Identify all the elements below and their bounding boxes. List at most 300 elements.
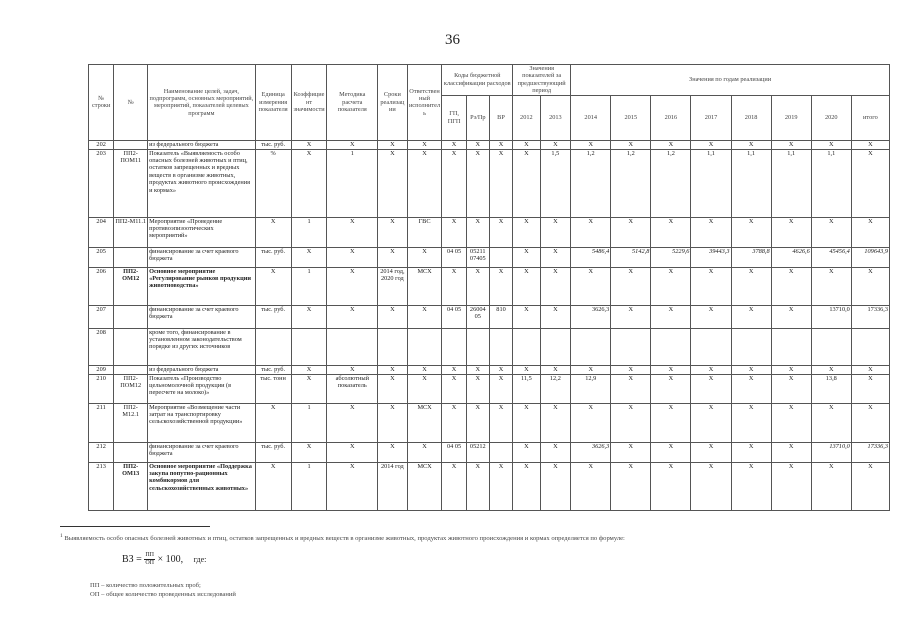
cell-method: X xyxy=(327,305,378,328)
cell-total: 17336,3 xyxy=(851,442,889,462)
header-2018: 2018 xyxy=(731,95,771,140)
cell-2020: 13710,0 xyxy=(811,305,851,328)
cell-2016: X xyxy=(651,305,691,328)
cell-2016: X xyxy=(651,365,691,374)
cell-total: X xyxy=(851,267,889,305)
cell-2012: X xyxy=(513,462,540,510)
cell-name: кроме того, финансирование в установленном законодательством порядке из других источников xyxy=(148,328,256,365)
page-number: 36 xyxy=(445,32,460,48)
cell-row-num: 203 xyxy=(89,149,114,217)
cell-2013: X xyxy=(540,247,571,267)
cell-name: Мероприятие «Возмещение части затрат на транспортировку сельскохозяйственной продукции» xyxy=(148,403,256,442)
cell-row-num: 207 xyxy=(89,305,114,328)
cell-gp xyxy=(442,328,466,365)
cell-code xyxy=(114,140,148,149)
cell-row-num: 213 xyxy=(89,462,114,510)
cell-coef: 1 xyxy=(291,462,327,510)
cell-unit: тыс. руб. xyxy=(255,140,291,149)
cell-row-num: 212 xyxy=(89,442,114,462)
cell-rz: X xyxy=(466,462,489,510)
cell-2019 xyxy=(771,328,811,365)
cell-2018: X xyxy=(731,442,771,462)
cell-2019: X xyxy=(771,462,811,510)
cell-2019: X xyxy=(771,305,811,328)
cell-2016: X xyxy=(651,217,691,247)
cell-2014: 1,2 xyxy=(571,149,611,217)
cell-2015: X xyxy=(611,267,651,305)
footnote xyxy=(60,533,900,542)
cell-2014: 12,9 xyxy=(571,374,611,403)
cell-2015: 1,2 xyxy=(611,149,651,217)
cell-unit: тыс. руб. xyxy=(255,305,291,328)
cell-total: X xyxy=(851,217,889,247)
cell-method: X xyxy=(327,140,378,149)
cell-2019: X xyxy=(771,140,811,149)
header-2012: 2012 xyxy=(513,95,540,140)
cell-coef: 1 xyxy=(291,403,327,442)
cell-code: ПП2-М12.1 xyxy=(114,403,148,442)
cell-2017: X xyxy=(691,365,731,374)
cell-name: Основное мероприятие «Поддержка закупа попутно-рационных комбикормов для сельскохозяйственных животных» xyxy=(148,462,256,510)
cell-2015: X xyxy=(611,217,651,247)
cell-coef: 1 xyxy=(291,217,327,247)
cell-name: финансирование за счет краевого бюджета xyxy=(148,305,256,328)
cell-2018: X xyxy=(731,267,771,305)
cell-method xyxy=(327,328,378,365)
cell-2014 xyxy=(571,328,611,365)
cell-2013 xyxy=(540,328,571,365)
cell-gp: X xyxy=(442,217,466,247)
table-row xyxy=(89,247,890,267)
cell-row-num: 209 xyxy=(89,365,114,374)
cell-name: финансирование за счет краевого бюджета xyxy=(148,442,256,462)
cell-row-num: 210 xyxy=(89,374,114,403)
cell-coef: X xyxy=(291,442,327,462)
cell-rz: 05211 07405 xyxy=(466,247,489,267)
cell-method: 1 xyxy=(327,149,378,217)
cell-coef: 1 xyxy=(291,267,327,305)
cell-2013: X xyxy=(540,140,571,149)
cell-gp: X xyxy=(442,374,466,403)
cell-row-num: 202 xyxy=(89,140,114,149)
cell-2014: 5486,4 xyxy=(571,247,611,267)
cell-vr: X xyxy=(489,140,512,149)
cell-deadline: X xyxy=(378,149,408,217)
cell-vr: X xyxy=(489,217,512,247)
cell-executor: МСХ xyxy=(407,403,442,442)
cell-2013: X xyxy=(540,365,571,374)
cell-unit xyxy=(255,328,291,365)
cell-coef: X xyxy=(291,374,327,403)
cell-2019: X xyxy=(771,442,811,462)
cell-gp: X xyxy=(442,267,466,305)
cell-2019: 4626,6 xyxy=(771,247,811,267)
formula-denominator: ОП xyxy=(145,560,154,566)
cell-executor: X xyxy=(407,374,442,403)
cell-vr: X xyxy=(489,403,512,442)
cell-2020: X xyxy=(811,365,851,374)
cell-gp: X xyxy=(442,140,466,149)
cell-code: ПП2-ПОМ11 xyxy=(114,149,148,217)
cell-executor: ГВС xyxy=(407,217,442,247)
cell-2018: X xyxy=(731,462,771,510)
header-executor: Ответственный исполнитель xyxy=(407,65,442,141)
cell-2020 xyxy=(811,328,851,365)
cell-method: X xyxy=(327,267,378,305)
cell-vr: X xyxy=(489,365,512,374)
cell-name: Показатель «Производство цельномолочной продукции (в пересчете на молоко)» xyxy=(148,374,256,403)
cell-2015: X xyxy=(611,403,651,442)
header-2016: 2016 xyxy=(651,95,691,140)
header-2020: 2020 xyxy=(811,95,851,140)
cell-row-num: 204 xyxy=(89,217,114,247)
cell-2014: X xyxy=(571,140,611,149)
cell-coef: X xyxy=(291,149,327,217)
cell-2016: X xyxy=(651,462,691,510)
cell-2014: X xyxy=(571,217,611,247)
cell-2017: 39443,3 xyxy=(691,247,731,267)
cell-2017: X xyxy=(691,442,731,462)
cell-deadline: X xyxy=(378,247,408,267)
footnote-marker: 1 xyxy=(60,533,63,539)
cell-2017: X xyxy=(691,217,731,247)
cell-2017: X xyxy=(691,403,731,442)
header-2014: 2014 xyxy=(571,95,611,140)
cell-row-num: 205 xyxy=(89,247,114,267)
cell-2015: X xyxy=(611,305,651,328)
cell-executor: МСХ xyxy=(407,462,442,510)
cell-2019: X xyxy=(771,403,811,442)
cell-rz: 05212 xyxy=(466,442,489,462)
cell-gp: 04 05 xyxy=(442,247,466,267)
cell-executor: X xyxy=(407,247,442,267)
cell-2020: 13,8 xyxy=(811,374,851,403)
cell-name: Мероприятие «Проведение противоэпизоотических мероприятий» xyxy=(148,217,256,247)
cell-deadline: X xyxy=(378,442,408,462)
cell-coef: X xyxy=(291,365,327,374)
cell-2017 xyxy=(691,328,731,365)
cell-2012: X xyxy=(513,247,540,267)
cell-unit: X xyxy=(255,403,291,442)
cell-2015: 5142,8 xyxy=(611,247,651,267)
cell-2015: X xyxy=(611,442,651,462)
legend-op: ОП – общее количество проведенных исследований xyxy=(90,591,236,598)
cell-2016 xyxy=(651,328,691,365)
cell-2014: X xyxy=(571,403,611,442)
cell-gp: X xyxy=(442,149,466,217)
cell-2014: X xyxy=(571,462,611,510)
cell-2015: X xyxy=(611,462,651,510)
cell-unit: тыс. тонн xyxy=(255,374,291,403)
cell-2014: 3626,3 xyxy=(571,442,611,462)
cell-2012: X xyxy=(513,403,540,442)
cell-2017: X xyxy=(691,267,731,305)
cell-2015: X xyxy=(611,140,651,149)
cell-2015: X xyxy=(611,365,651,374)
cell-vr: X xyxy=(489,374,512,403)
legend-pp: ПП – количество положительных проб; xyxy=(90,582,201,589)
cell-deadline: X xyxy=(378,403,408,442)
table-row xyxy=(89,403,890,442)
cell-rz: X xyxy=(466,149,489,217)
cell-unit: тыс. руб. xyxy=(255,365,291,374)
cell-2015: X xyxy=(611,374,651,403)
cell-executor: X xyxy=(407,442,442,462)
cell-code: ПП2-ПОМ12 xyxy=(114,374,148,403)
cell-2018 xyxy=(731,328,771,365)
cell-2016: X xyxy=(651,267,691,305)
header-2013: 2013 xyxy=(540,95,571,140)
cell-2016: X xyxy=(651,140,691,149)
cell-method: X xyxy=(327,462,378,510)
cell-deadline: 2014 год xyxy=(378,462,408,510)
cell-unit: % xyxy=(255,149,291,217)
cell-unit: X xyxy=(255,217,291,247)
header-vr: ВР xyxy=(489,95,512,140)
cell-2017: X xyxy=(691,462,731,510)
table-row xyxy=(89,149,890,217)
cell-2014: 3626,3 xyxy=(571,305,611,328)
cell-deadline: X xyxy=(378,305,408,328)
cell-2016: X xyxy=(651,442,691,462)
cell-2018: X xyxy=(731,374,771,403)
cell-2020: 1,1 xyxy=(811,149,851,217)
cell-rz xyxy=(466,328,489,365)
cell-2016: 1,2 xyxy=(651,149,691,217)
cell-2017: X xyxy=(691,140,731,149)
cell-2012: X xyxy=(513,140,540,149)
table-row xyxy=(89,267,890,305)
cell-2017: X xyxy=(691,374,731,403)
cell-2016: 5229,6 xyxy=(651,247,691,267)
cell-2020: X xyxy=(811,140,851,149)
header-gp: ГП, ПГП xyxy=(442,95,466,140)
cell-2018: X xyxy=(731,217,771,247)
cell-2019: X xyxy=(771,267,811,305)
cell-executor: X xyxy=(407,305,442,328)
cell-row-num: 208 xyxy=(89,328,114,365)
formula-numerator: ПП xyxy=(145,552,154,558)
cell-deadline: 2014 год, 2020 год xyxy=(378,267,408,305)
cell-executor: МСХ xyxy=(407,267,442,305)
cell-name: из федерального бюджета xyxy=(148,140,256,149)
formula-rhs: × 100, xyxy=(157,553,184,565)
cell-vr xyxy=(489,247,512,267)
cell-2019: X xyxy=(771,217,811,247)
cell-2020: X xyxy=(811,403,851,442)
cell-2016: X xyxy=(651,403,691,442)
table-row xyxy=(89,140,890,149)
cell-method: X xyxy=(327,365,378,374)
cell-2014: X xyxy=(571,267,611,305)
cell-2020: X xyxy=(811,217,851,247)
header-row-num: № строки xyxy=(89,65,114,141)
cell-row-num: 211 xyxy=(89,403,114,442)
cell-2020: 13710,0 xyxy=(811,442,851,462)
cell-2019: X xyxy=(771,365,811,374)
cell-2012: 11,5 xyxy=(513,374,540,403)
header-2015: 2015 xyxy=(611,95,651,140)
cell-2013: X xyxy=(540,442,571,462)
cell-vr: X xyxy=(489,462,512,510)
cell-vr: X xyxy=(489,149,512,217)
cell-total: X xyxy=(851,374,889,403)
cell-rz: 26004 05 xyxy=(466,305,489,328)
header-rz: Рз/Пр xyxy=(466,95,489,140)
cell-method: X xyxy=(327,247,378,267)
cell-rz: X xyxy=(466,217,489,247)
cell-coef: X xyxy=(291,305,327,328)
cell-code xyxy=(114,328,148,365)
cell-code: ПП2-ОМ13 xyxy=(114,462,148,510)
header-years-group: Значения по годам реализации xyxy=(571,65,890,96)
header-2017: 2017 xyxy=(691,95,731,140)
cell-vr: X xyxy=(489,267,512,305)
cell-2017: 1,1 xyxy=(691,149,731,217)
cell-2020: 45456,4 xyxy=(811,247,851,267)
cell-code: ПП2-М11.1 xyxy=(114,217,148,247)
cell-code xyxy=(114,247,148,267)
cell-total: X xyxy=(851,462,889,510)
header-deadline: Сроки реализации xyxy=(378,65,408,141)
cell-total: X xyxy=(851,365,889,374)
formula xyxy=(122,552,206,567)
program-table xyxy=(88,64,890,511)
cell-executor: X xyxy=(407,365,442,374)
cell-2012: X xyxy=(513,365,540,374)
formula-where: где: xyxy=(193,554,207,564)
header-num: № xyxy=(114,65,148,141)
cell-2012: X xyxy=(513,442,540,462)
cell-coef: X xyxy=(291,247,327,267)
cell-2020: X xyxy=(811,267,851,305)
cell-2012: X xyxy=(513,149,540,217)
footnote-rule xyxy=(60,526,210,527)
cell-gp: 04 05 xyxy=(442,305,466,328)
cell-2018: X xyxy=(731,365,771,374)
header-total: итого xyxy=(851,95,889,140)
cell-rz: X xyxy=(466,140,489,149)
cell-total xyxy=(851,328,889,365)
cell-name: из федерального бюджета xyxy=(148,365,256,374)
header-2019: 2019 xyxy=(771,95,811,140)
cell-unit: X xyxy=(255,267,291,305)
cell-gp: X xyxy=(442,462,466,510)
cell-deadline: X xyxy=(378,140,408,149)
cell-2018: 1,1 xyxy=(731,149,771,217)
cell-2016: X xyxy=(651,374,691,403)
cell-method: X xyxy=(327,442,378,462)
cell-2018: X xyxy=(731,305,771,328)
cell-vr: 810 xyxy=(489,305,512,328)
cell-total: 109643,9 xyxy=(851,247,889,267)
cell-2019: 1,1 xyxy=(771,149,811,217)
header-unit: Единица измерения показателя xyxy=(255,65,291,141)
cell-method: X xyxy=(327,403,378,442)
cell-total: X xyxy=(851,403,889,442)
cell-unit: тыс. руб. xyxy=(255,247,291,267)
cell-2013: X xyxy=(540,217,571,247)
cell-name: Показатель «Выявляемость особо опасных болезней животных и птиц, остатков запрещенных и вредных веществ в организме животных, продуктах животного происхождения и кормах» xyxy=(148,149,256,217)
cell-method: X xyxy=(327,217,378,247)
cell-code xyxy=(114,365,148,374)
cell-2012: X xyxy=(513,267,540,305)
table-row xyxy=(89,462,890,510)
cell-rz: X xyxy=(466,374,489,403)
cell-deadline xyxy=(378,328,408,365)
cell-total: X xyxy=(851,140,889,149)
table-row xyxy=(89,305,890,328)
cell-coef xyxy=(291,328,327,365)
cell-total: 17336,3 xyxy=(851,305,889,328)
cell-gp: X xyxy=(442,403,466,442)
cell-code: ПП2-ОМ12 xyxy=(114,267,148,305)
cell-code xyxy=(114,442,148,462)
header-name: Наименование целей, задач, подпрограмм, основных мероприятий, мероприятий, показателей целевых программ xyxy=(148,65,256,141)
cell-total: X xyxy=(851,149,889,217)
cell-2018: X xyxy=(731,403,771,442)
formula-lhs: ВЗ = xyxy=(122,553,142,565)
formula-fraction xyxy=(144,552,155,567)
table-row xyxy=(89,217,890,247)
header-budget-group: Коды бюджетной классификации расходов xyxy=(442,65,513,96)
cell-2012: X xyxy=(513,305,540,328)
cell-gp: 04 05 xyxy=(442,442,466,462)
header-method: Методика расчета показателя xyxy=(327,65,378,141)
cell-2013: X xyxy=(540,462,571,510)
cell-2019: X xyxy=(771,374,811,403)
cell-rz: X xyxy=(466,267,489,305)
cell-2020: X xyxy=(811,462,851,510)
cell-2018: 3788,8 xyxy=(731,247,771,267)
cell-2012 xyxy=(513,328,540,365)
cell-name: финансирование за счет краевого бюджета xyxy=(148,247,256,267)
cell-row-num: 206 xyxy=(89,267,114,305)
table-row xyxy=(89,442,890,462)
cell-method: абсолютный показатель xyxy=(327,374,378,403)
header-indicator-group: Значения показателей за предшествующий период xyxy=(513,65,571,96)
table-row xyxy=(89,365,890,374)
cell-2012: X xyxy=(513,217,540,247)
cell-executor: X xyxy=(407,149,442,217)
cell-2013: 1,5 xyxy=(540,149,571,217)
cell-gp: X xyxy=(442,365,466,374)
cell-2013: X xyxy=(540,403,571,442)
cell-2013: X xyxy=(540,305,571,328)
cell-2015 xyxy=(611,328,651,365)
header-coef: Коэффициент значимости xyxy=(291,65,327,141)
cell-2013: X xyxy=(540,267,571,305)
cell-deadline: X xyxy=(378,365,408,374)
cell-coef: X xyxy=(291,140,327,149)
cell-unit: X xyxy=(255,462,291,510)
cell-code xyxy=(114,305,148,328)
cell-deadline: X xyxy=(378,374,408,403)
cell-executor: X xyxy=(407,140,442,149)
cell-2014: X xyxy=(571,365,611,374)
table-row xyxy=(89,374,890,403)
cell-rz: X xyxy=(466,365,489,374)
cell-unit: тыс. руб. xyxy=(255,442,291,462)
cell-vr xyxy=(489,442,512,462)
cell-name: Основное мероприятие «Регулирование рынков продукции животноводства» xyxy=(148,267,256,305)
table-row xyxy=(89,328,890,365)
cell-executor xyxy=(407,328,442,365)
cell-vr xyxy=(489,328,512,365)
cell-2018: X xyxy=(731,140,771,149)
cell-rz: X xyxy=(466,403,489,442)
cell-deadline: X xyxy=(378,217,408,247)
